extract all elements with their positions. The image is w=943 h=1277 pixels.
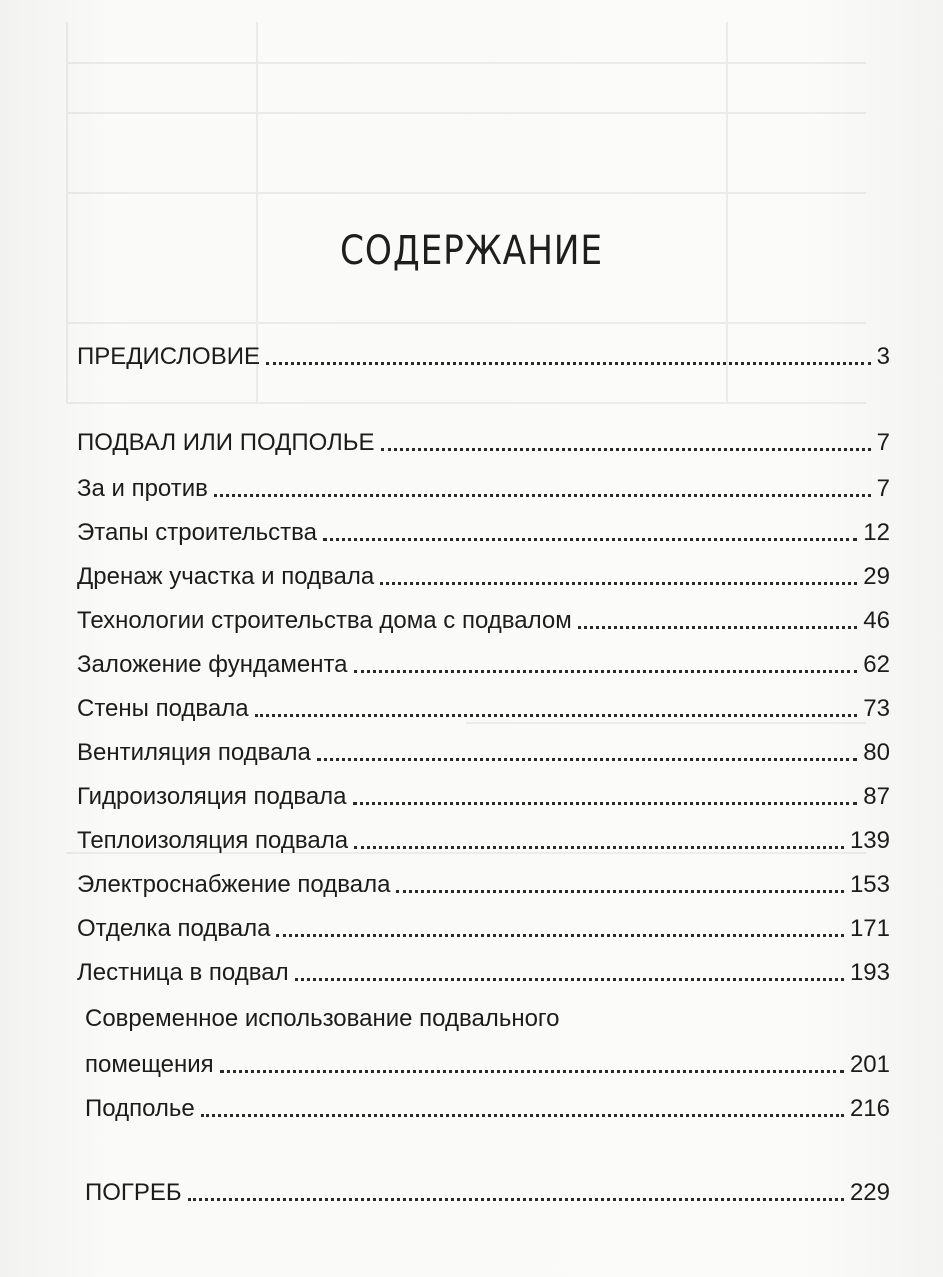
- toc-entry[interactable]: [77, 780, 890, 814]
- toc-entry-page: 46: [863, 607, 890, 634]
- toc-entry[interactable]: [77, 956, 890, 990]
- toc-entry-label: ПОДВАЛ ИЛИ ПОДПОЛЬЕ: [77, 429, 375, 456]
- dot-leader: [380, 582, 857, 585]
- toc-entry-label: ПРЕДИСЛОВИЕ: [77, 343, 260, 370]
- toc-entry-page: 153: [849, 871, 890, 898]
- toc-entry-section-cellar[interactable]: [85, 1176, 890, 1210]
- toc-entry-page: 216: [849, 1095, 890, 1122]
- toc-entry-page: 229: [849, 1179, 890, 1206]
- toc-entry-page: 73: [863, 695, 890, 722]
- dot-leader: [255, 714, 858, 717]
- dot-leader: [353, 802, 858, 805]
- dot-leader: [317, 758, 857, 761]
- toc-entry-page: 7: [876, 475, 890, 502]
- toc-entry[interactable]: [77, 648, 890, 682]
- toc-entry-section-basement[interactable]: [77, 426, 890, 460]
- toc-entry-page: 171: [849, 915, 890, 942]
- toc-entry[interactable]: [85, 1092, 890, 1126]
- toc-entry-page: 3: [876, 343, 890, 370]
- toc-entry-page: 201: [849, 1051, 890, 1078]
- dot-leader: [354, 846, 844, 849]
- toc-entry-label: Современное использование подвального: [85, 1005, 560, 1032]
- page-title: СОДЕРЖАНИЕ: [340, 228, 603, 274]
- toc-entry-page: 29: [863, 563, 890, 590]
- dot-leader: [381, 448, 871, 451]
- dot-leader: [220, 1070, 844, 1073]
- toc-entry-label: Технологии строительства дома с подвалом: [77, 607, 572, 634]
- toc-entry[interactable]: [77, 692, 890, 726]
- toc-entry[interactable]: [77, 604, 890, 638]
- dot-leader: [214, 494, 871, 497]
- toc-entry-label: Гидроизоляция подвала: [77, 783, 347, 810]
- toc-entry-wrapped-first-line[interactable]: [85, 1002, 572, 1036]
- toc-entry-label: Дренаж участка и подвала: [77, 563, 375, 590]
- toc-entry-wrapped-second-line[interactable]: [85, 1048, 890, 1082]
- toc-entry-page: 80: [863, 739, 890, 766]
- toc-entry-label: ПОГРЕБ: [85, 1179, 182, 1206]
- toc-entry-page: 87: [863, 783, 890, 810]
- toc-entry-page: 7: [876, 429, 890, 456]
- dot-leader: [354, 670, 858, 673]
- bleed-through-background: [66, 22, 866, 1172]
- toc-entry-label: Этапы строительства: [77, 519, 317, 546]
- dot-leader: [295, 978, 844, 981]
- toc-entry-page: 12: [863, 519, 890, 546]
- toc-entry-page: 193: [849, 959, 890, 986]
- dot-leader: [323, 538, 857, 541]
- dot-leader: [266, 362, 871, 365]
- toc-entry-label: Стены подвала: [77, 695, 249, 722]
- toc-entry-preface[interactable]: [77, 340, 890, 374]
- toc-entry[interactable]: [77, 516, 890, 550]
- dot-leader: [188, 1198, 844, 1201]
- toc-entry[interactable]: [77, 472, 890, 506]
- toc-entry-label: За и против: [77, 475, 208, 502]
- toc-entry-page: 139: [849, 827, 890, 854]
- toc-entry-label: Теплоизоляция подвала: [77, 827, 349, 854]
- toc-entry[interactable]: [77, 560, 890, 594]
- toc-entry-label: Электроснабжение подвала: [77, 871, 391, 898]
- toc-entry-label: помещения: [85, 1051, 214, 1078]
- toc-entry-label: Лестница в подвал: [77, 959, 289, 986]
- dot-leader: [578, 626, 858, 629]
- dot-leader: [396, 890, 844, 893]
- toc-entry-label: Отделка подвала: [77, 915, 271, 942]
- toc-entry[interactable]: [77, 824, 890, 858]
- toc-entry[interactable]: [77, 868, 890, 902]
- dot-leader: [276, 934, 843, 937]
- toc-entry-page: 62: [863, 651, 890, 678]
- toc-entry[interactable]: [77, 736, 890, 770]
- toc-entry-label: Подполье: [85, 1095, 195, 1122]
- dot-leader: [201, 1114, 844, 1117]
- toc-entry[interactable]: [77, 912, 890, 946]
- toc-entry-label: Вентиляция подвала: [77, 739, 311, 766]
- toc-entry-label: Заложение фундамента: [77, 651, 348, 678]
